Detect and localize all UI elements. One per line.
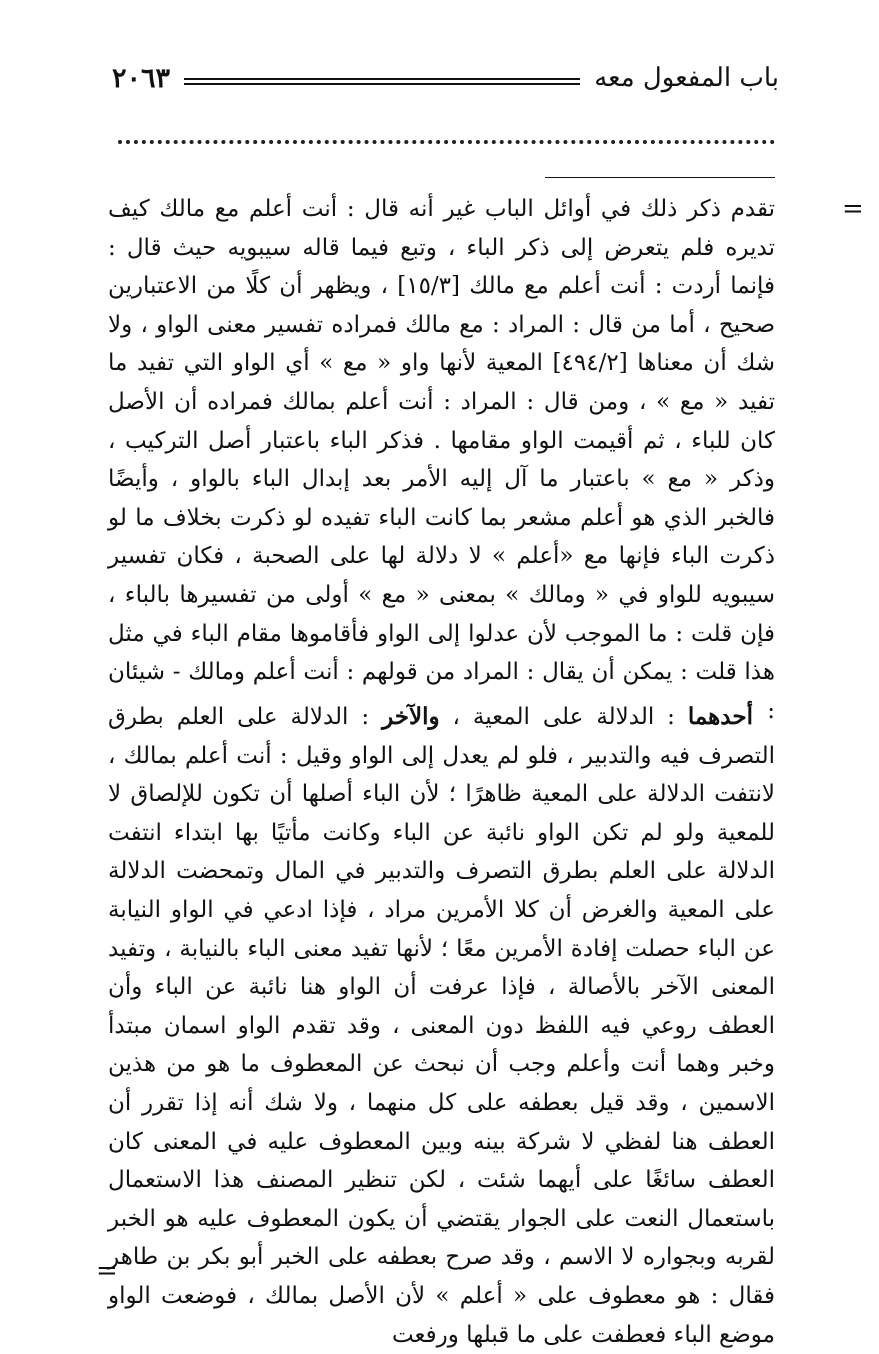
footnote-body-2 xyxy=(108,698,775,1354)
paragraph-2 xyxy=(108,698,775,1354)
page-header xyxy=(112,58,779,98)
footnote-body xyxy=(108,190,775,730)
term-second: والآخر xyxy=(382,703,440,730)
page-number: ٢٠٦٣ xyxy=(112,62,171,94)
dotted-separator xyxy=(118,140,775,144)
footnote-rule xyxy=(545,177,775,178)
paragraph-1: تقدم ذكر ذلك في أوائل الباب غير أنه قال : أنت أعلم مع مالك كيف تديره فلم يتعرض إلى ذكر الباء ، وتبع فيما قاله سيبويه حيث قال : فإنما أردت : أنت أعلم مع مالك [١٥/٣] ، ويظهر أن كلًا من الاعتبارين صحيح ، أما من قال : المراد : مع مالك فمراده تفسير معنى الواو ، ولا شك أن معناها [٤٩٤/٢] المعية لأنها واو « مع » أي الواو التي تفيد ما تفيد « مع » ، ومن قال : المراد : أنت أعلم بمالك فمراده أن الأصل كان للباء ، ثم أقيمت الواو مقامها . فذكر الباء باعتبار أصل التركيب ، وذكر « مع » باعتبار ما آل إليه الأمر بعد إبدال الباء بالواو ، وأيضًا فالخبر الذي هو أعلم مشعر بما كانت الباء تفيده لو ذكرت بخلاف ما لو ذكرت الباء فإنها مع «أعلم » لا دلالة لها على الصحبة ، فكان تفسير سيبويه للواو في « ومالك » بمعنى « مع » أولى من تفسيرها بالباء ، فإن قلت : ما الموجب لأن عدلوا إلى الواو فأقاموها مقام الباء في مثل هذا قلت : يمكن أن يقال : المراد من قولهم : أنت أعلم ومالك - شيئان : xyxy=(108,196,776,724)
continuation-start-mark: = xyxy=(842,194,864,224)
header-double-rule xyxy=(184,78,580,85)
term-first: أحدهما xyxy=(687,703,753,730)
paragraph-2-text-2: : الدلالة على العلم بطرق التصرف فيه والتدبير ، فلو لم يعدل إلى الواو وقيل : أنت أعلم بمالك ، لانتفت الدلالة على المعية ظاهرًا ؛ لأن الباء أصلها أن تكون للإلصاق لا للمعية ولو لم تكن الواو نائبة عن الباء وكانت مأتيًا بها ابتداء انتفت الدلالة على العلم بطرق التصرف والتدبير في المال وتمحضت الدلالة على المعية والغرض أن كلا الأمرين مراد ، فإذا ادعي في الواو النيابة عن الباء حصلت إفادة الأمرين معًا ؛ لأنها تفيد معنى الباء بالنيابة ، وتفيد المعنى الآخر بالأصالة ، فإذا عرفت أن الواو هنا نائبة عن الباء وأن العطف روعي فيه اللفظ دون المعنى ، وقد تقدم الواو اسمان مبتدأ وخبر وهما أنت وأعلم وجب أن نبحث عن المعطوف ما هو من هذين الاسمين ، وقد قيل بعطفه على كل منهما ، ولا شك أنه إذا تقرر أن العطف هنا لفظي لا شركة بينه وبين المعطوف عليه في المعنى كان العطف سائغًا على أيهما شئت ، لكن تنظير المصنف هذا الاستعمال باستعمال النعت على الجوار يقتضي أن يكون المعطوف عليه هو الخبر لقربه وبجواره لا الاسم ، وقد صرح بعطفه على الخبر أبو بكر بن طاهر فقال : هو معطوف على « أعلم » لأن الأصل بمالك ، فوضعت الواو موضع الباء فعطفت على ما قبلها ورفعت xyxy=(108,704,775,1348)
chapter-title: باب المفعول معه xyxy=(594,63,779,93)
continuation-end-mark: = xyxy=(96,1256,118,1286)
paragraph-2-text-1: : الدلالة على المعية ، xyxy=(439,704,688,730)
